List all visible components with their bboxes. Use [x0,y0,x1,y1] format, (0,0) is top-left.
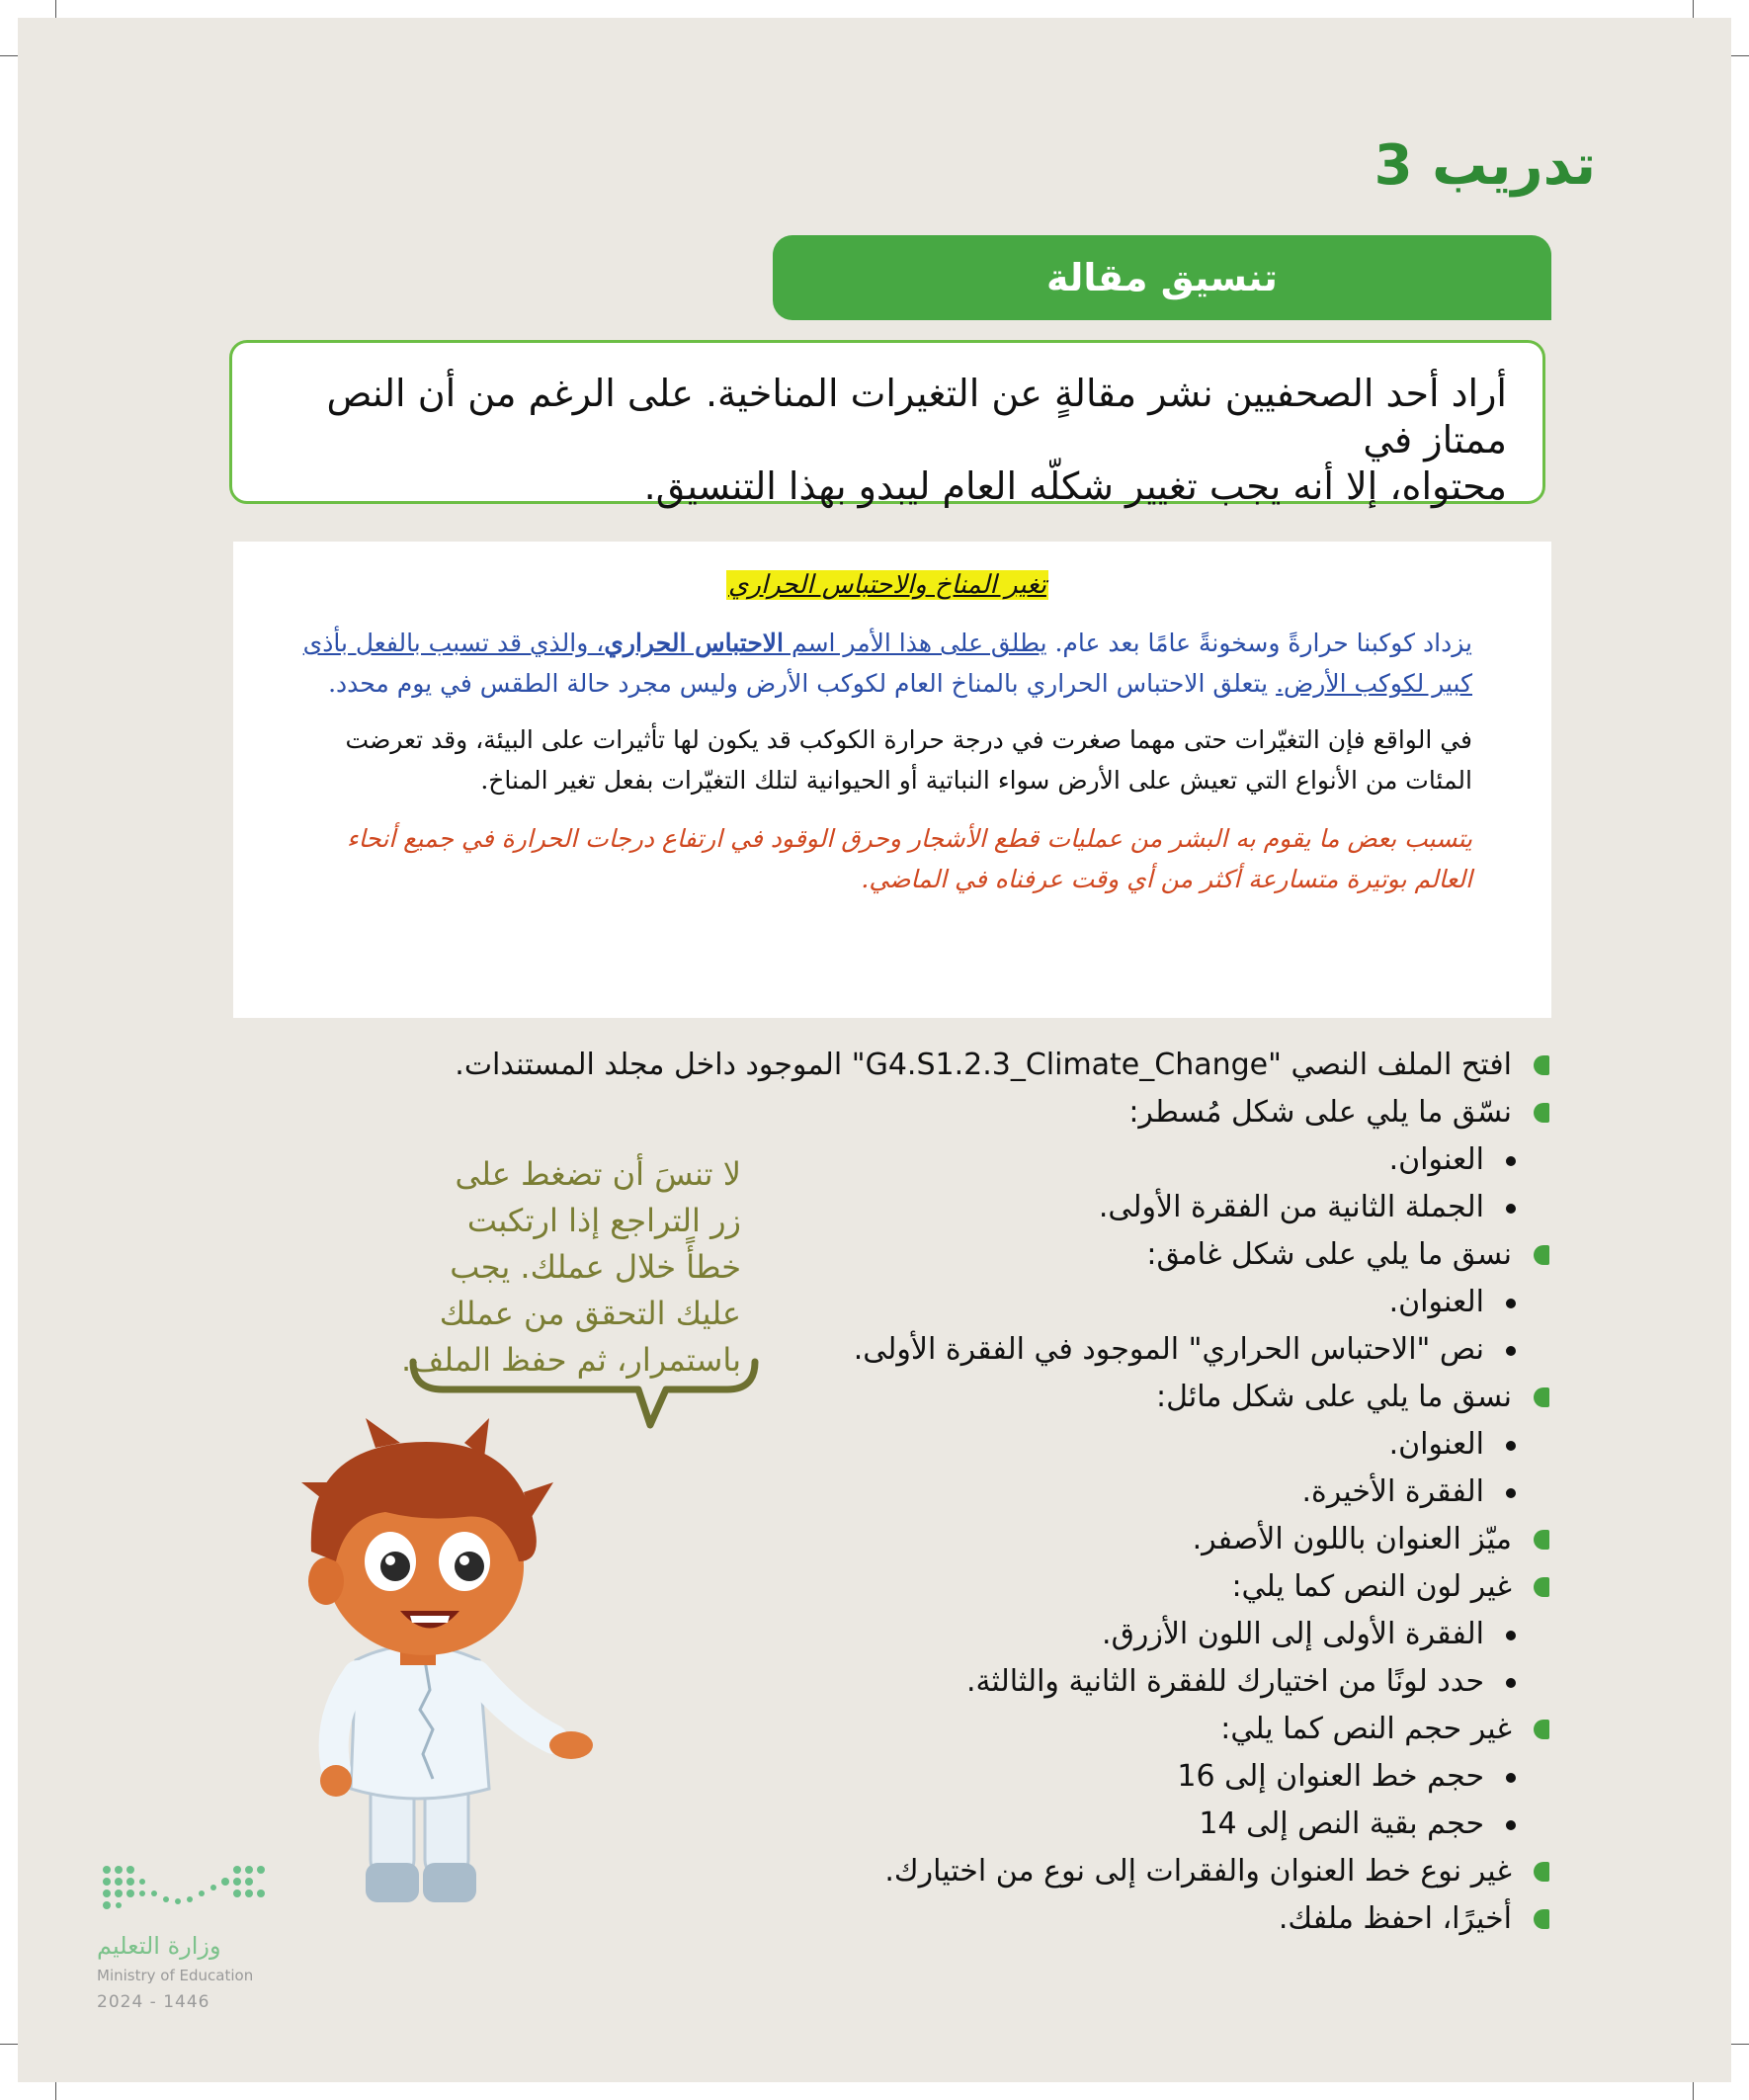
article-paragraph-2: في الواقع فإن التغيّرات حتى مهما صغرت في درجة حرارة الكوكب قد يكون لها تأثيرات على البيئة، وقد تعرضت المئات من الأنواع التي تعيش على الأرض سواء النباتية أو الحيوانية لتلك التغيّرات بفعل تغير المناخ. [345,725,1472,795]
step-8: غير نوع خط العنوان والفقرات إلى نوع من اختيارك. [464,1848,1551,1895]
step-5: ميّز العنوان باللون الأصفر. [464,1516,1551,1563]
article-title-text: تغير المناخ والاحتباس الحراري [728,570,1046,600]
tip-text [395,1151,741,1384]
list-item: حجم خط العنوان إلى 16 [464,1753,1551,1801]
tip-line: باستمرار، ثم حفظ الملف. [400,1341,741,1379]
p1-sentence-3: يتعلق الاحتباس الحراري بالمناخ العام لكوكب الأرض وليس مجرد حالة الطقس في يوم محدد. [328,669,1277,698]
step-1 [455,1042,1551,1089]
step-2: نسّق ما يلي على شكل مُسطر: [464,1089,1551,1136]
ministry-logo-dots [97,1860,275,1919]
tip-line: عليك التحقق من عملك [439,1295,741,1332]
step-1-b: " الموجود داخل مجلد المستندات. [455,1048,866,1082]
boy-character-illustration [267,1413,623,1907]
file-name: G4.S1.2.3_Climate_Change [865,1048,1269,1082]
list-item: الفقرة الأخيرة. [464,1469,1551,1516]
step-9: أخيرًا، احفظ ملفك. [464,1895,1551,1943]
p1-sentence-2a: يطلق على هذا الأمر اسم [784,629,1047,657]
step-3: نسق ما يلي على شكل غامق: [464,1231,1551,1279]
step-7: غير حجم النص كما يلي: [464,1706,1551,1753]
list-item: العنوان. [464,1421,1551,1469]
p1-sentence-1: يزداد كوكبنا حرارةً وسخونةً عامًا بعد عام. [1046,629,1472,657]
article-paragraph-1 [302,623,1472,704]
p1-sentence-2b: ، والذي قد تسبب بالفعل بأذى كبير لكوكب الأرض. [302,629,1472,698]
list-item: العنوان. [464,1279,1551,1326]
list-item: نص "الاحتباس الحراري" الموجود في الفقرة الأولى. [464,1326,1551,1374]
step-6: غير لون النص كما يلي: [464,1563,1551,1611]
article-preview [233,542,1551,1018]
ministry-name-en: Ministry of Education [97,1967,254,1984]
section-banner: تنسيق مقالة [773,235,1551,320]
tip-line: خطأً خلال عملك. يجب [450,1248,741,1286]
intro-line-2: محتواه، إلا أنه يجب تغيير شكلّه العام ليبدو بهذا التنسيق. [643,464,1507,508]
list-item: الجملة الثانية من الفقرة الأولى. [464,1184,1551,1231]
tip-line: لا تنسَ أن تضغط على [455,1155,741,1193]
article-title [302,567,1472,603]
p1-bold-term: الاحتباس الحراري [604,629,784,657]
list-item: حدد لونًا من اختيارك للفقرة الثانية والثالثة. [464,1658,1551,1706]
year-label: 2024 - 1446 [97,1992,210,2012]
tip-line: زر التراجع إذا ارتكبت [466,1202,741,1239]
step-1-a: افتح الملف النصي " [1268,1048,1512,1082]
exercise-title: تدريب 3 [1374,133,1596,198]
intro-box [229,340,1545,508]
step-4: نسق ما يلي على شكل مائل: [464,1374,1551,1421]
list-item: العنوان. [464,1136,1551,1184]
article-paragraph-3: يتسبب بعض ما يقوم به البشر من عمليات قطع الأشجار وحرق الوقود في ارتفاع درجات الحرارة في جميع أنحاء العالم بوتيرة متسارعة أكثر من أي وقت عرفناه في الماضي. [346,824,1472,893]
list-item: حجم بقية النص إلى 14 [464,1801,1551,1848]
ministry-name-ar: وزارة التعليم [97,1932,221,1960]
intro-line-1: أراد أحد الصحفيين نشر مقالةٍ عن التغيرات المناخية. على الرغم من أن النص ممتاز في [326,372,1507,462]
list-item: الفقرة الأولى إلى اللون الأزرق. [464,1611,1551,1658]
